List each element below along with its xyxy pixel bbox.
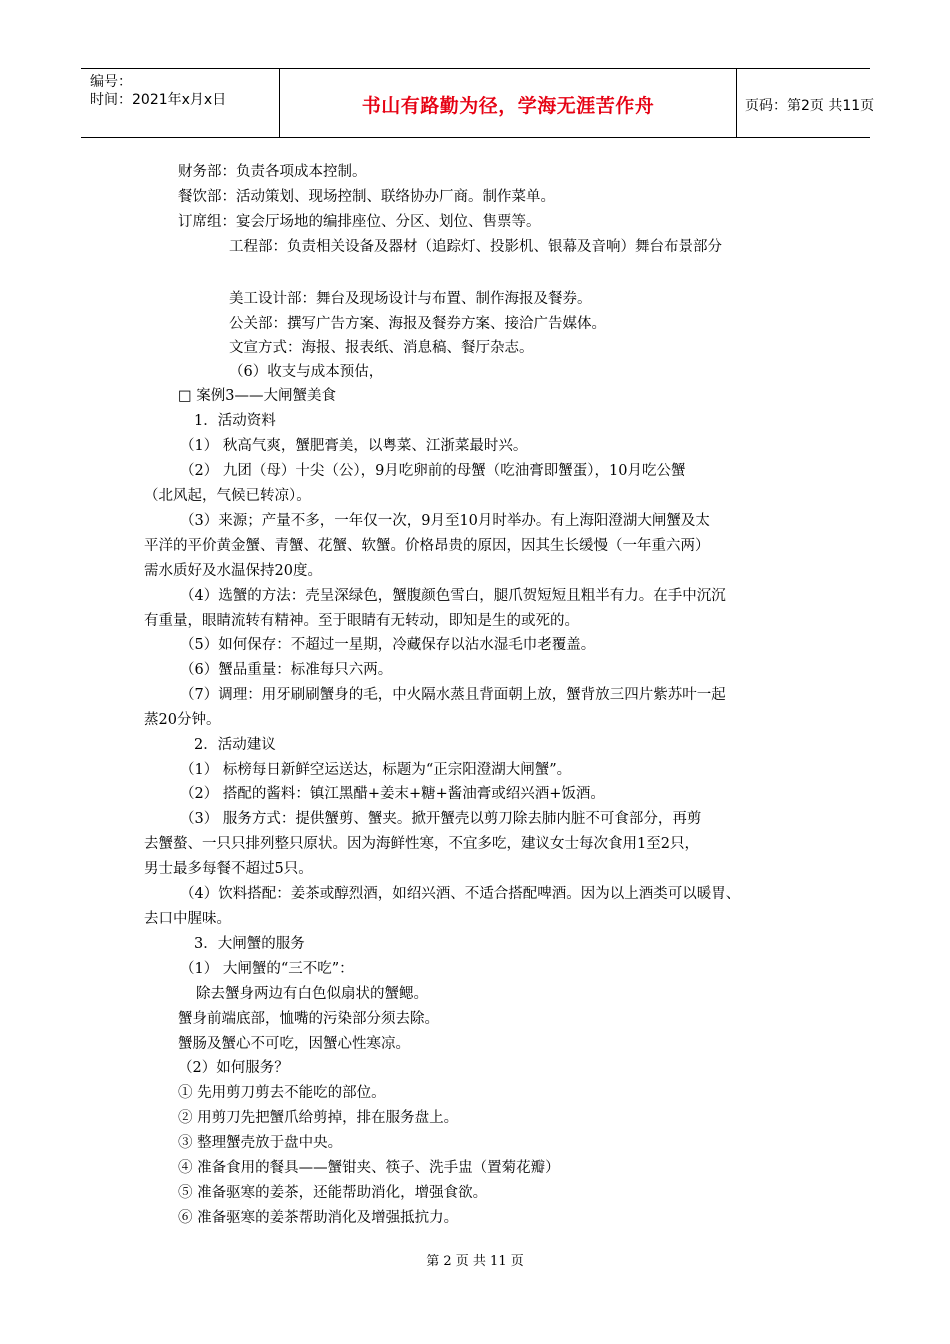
text-line: 蟹身前端底部，恤嘴的污染部分须去除。 [178, 1011, 439, 1027]
list-item: ① 先用剪刀剪去不能吃的部位。 [178, 1085, 386, 1101]
text-line: （1） 标榜每日新鲜空运送达，标题为“正宗阳澄湖大闸蟹”。 [180, 762, 572, 778]
text-line: （2） 搭配的酱料：镇江黑醋+姜末+糖+酱油膏或绍兴酒+饭酒。 [180, 786, 605, 802]
text-line: 需水质好及水温保持20度。 [144, 563, 322, 579]
text-line: （北风起，气候已转凉）。 [144, 488, 311, 504]
text-line: 去口中腥味。 [144, 911, 231, 927]
text-line: （6）收支与成本预估， [229, 364, 384, 380]
text-line: 有重量，眼睛流转有精神。至于眼睛有无转动，即知是生的或死的。 [144, 613, 579, 629]
text-line: 美工设计部：舞台及现场设计与布置、制作海报及餐券。 [229, 291, 592, 307]
text-line: 财务部：负责各项成本控制。 [178, 164, 367, 180]
text-line: （7）调理：用牙刷刷蟹身的毛，中火隔水蒸且背面朝上放，蟹背放三四片紫苏叶一起 [180, 687, 726, 703]
text-line: （3） 服务方式：提供蟹剪、蟹夹。掀开蟹壳以剪刀除去肺内脏不可食部分，再剪 [180, 811, 702, 827]
list-item: ④ 准备食用的餐具——蟹钳夹、筷子、洗手盅（置菊花瓣） [178, 1160, 560, 1176]
subsection-heading: 2．活动建议 [194, 737, 276, 753]
list-item: ⑤ 准备驱寒的姜茶，还能帮助消化，增强食欲。 [178, 1185, 488, 1201]
text-line: 文宣方式：海报、报表纸、消息稿、餐厅杂志。 [229, 340, 534, 356]
subsection-heading: 3．大闸蟹的服务 [194, 936, 305, 952]
motto-text: 书山有路勤为径，学海无涯苦作舟 [361, 95, 655, 117]
text-line: 去蟹螯、一只只排列整只原状。因为海鲜性寒，不宜多吃，建议女士每次食用1至2只， [144, 836, 699, 852]
text-line: 餐饮部：活动策划、现场控制、联络协办厂商。制作菜单。 [178, 189, 555, 205]
text-line: （4）选蟹的方法：壳呈深绿色，蟹腹颜色雪白，腿爪贺短短且粗半有力。在手中沉沉 [180, 588, 726, 604]
list-item: ⑥ 准备驱寒的姜茶帮助消化及增强抵抗力。 [178, 1210, 459, 1226]
page-header [81, 68, 875, 138]
page-indicator: 页码：第2页 共11页 [745, 98, 875, 114]
text-line: （1） 大闸蟹的“三不吃”： [180, 961, 354, 977]
section-heading: □ 案例3——大闸蟹美食 [178, 388, 337, 404]
document-number: 编号： [90, 74, 132, 90]
subsection-heading: 1．活动资料 [194, 413, 276, 429]
header-page-cell [737, 69, 875, 137]
text-line: 订席组：宴会厅场地的编排座位、分区、划位、售票等。 [178, 214, 541, 230]
header-info-cell [81, 69, 279, 137]
header-motto-cell [279, 69, 737, 137]
text-line: 蟹肠及蟹心不可吃，因蟹心性寒凉。 [178, 1036, 410, 1052]
list-item: ② 用剪刀先把蟹爪给剪掉，排在服务盘上。 [178, 1110, 459, 1126]
list-item: ③ 整理蟹壳放于盘中央。 [178, 1135, 343, 1151]
text-line: （6）蟹品重量：标准每只六两。 [180, 662, 393, 678]
text-line: （3）来源；产量不多，一年仅一次，9月至10月时举办。有上海阳澄湖大闸蟹及太 [180, 513, 710, 529]
text-line: （1） 秋高气爽，蟹肥膏美，以粤菜、江浙菜最时兴。 [180, 438, 528, 454]
text-line: 公关部：撰写广告方案、海报及餐券方案、接洽广告媒体。 [229, 316, 606, 332]
text-line: （4）饮料搭配：姜茶或醇烈酒，如绍兴酒、不适合搭配啤酒。因为以上酒类可以暖胃、 [180, 886, 741, 902]
text-line: 工程部：负责相关设备及器材（追踪灯、投影机、银幕及音响）舞台布景部分 [229, 239, 722, 255]
text-line: 平洋的平价黄金蟹、青蟹、花蟹、软蟹。价格昂贵的原因，因其生长缓慢（一年重六两） [144, 538, 710, 554]
text-line: （2） 九团（母）十尖（公），9月吃卵前的母蟹（吃油膏即蟹蛋），10月吃公蟹 [180, 463, 686, 479]
text-line: （5）如何保存：不超过一星期，冷藏保存以沾水湿毛巾老覆盖。 [180, 637, 596, 653]
text-line: 除去蟹身两边有白色似扇状的蟹鳃。 [196, 986, 428, 1002]
page-footer: 第 2 页 共 11 页 [426, 1254, 524, 1269]
text-line: （2）如何服务？ [178, 1060, 289, 1076]
text-line: 蒸20分钟。 [144, 712, 221, 728]
document-date: 时间：2021年x月x日 [90, 92, 227, 108]
text-line: 男士最多每餐不超过5只。 [144, 861, 313, 877]
